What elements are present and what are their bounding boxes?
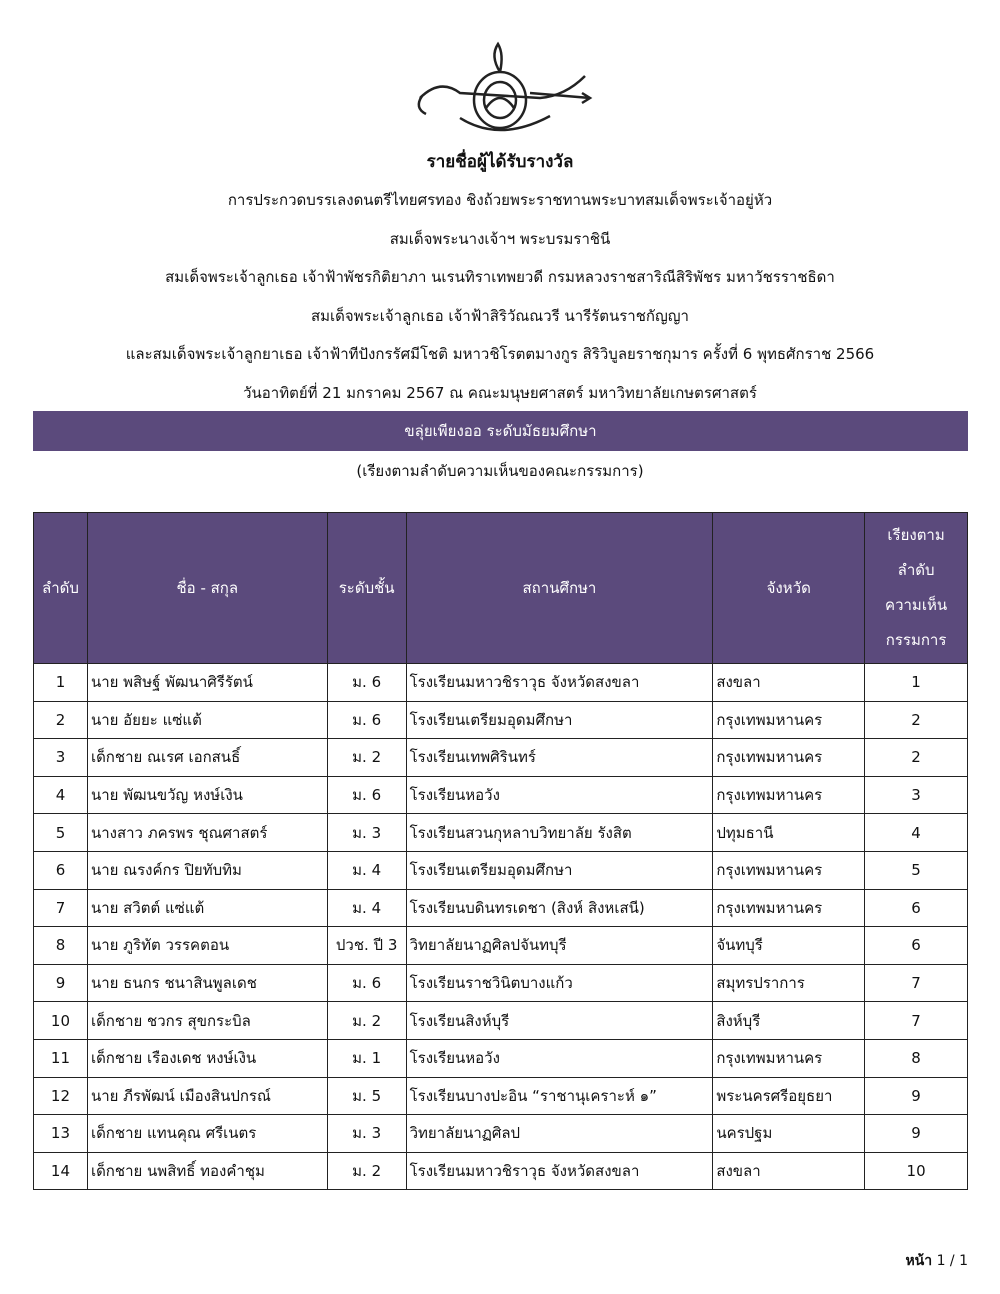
- cell-no: 8: [34, 927, 88, 965]
- cell-rank: 9: [865, 1077, 968, 1115]
- table-row: [34, 701, 968, 739]
- category-band: ขลุ่ยเพียงออ ระดับมัธยมศึกษา: [33, 411, 968, 451]
- emblem-logo: [400, 38, 600, 153]
- cell-school: โรงเรียนเตรียมอุดมศึกษา: [406, 701, 713, 739]
- page-footer: [905, 1250, 968, 1272]
- cell-province: กรุงเทพมหานคร: [713, 701, 865, 739]
- cell-province: จันทบุรี: [713, 927, 865, 965]
- cell-no: 14: [34, 1152, 88, 1190]
- cell-level: ม. 6: [327, 964, 406, 1002]
- cell-province: สมุทรปราการ: [713, 964, 865, 1002]
- cell-rank: 5: [865, 851, 968, 889]
- cell-province: กรุงเทพมหานคร: [713, 1039, 865, 1077]
- header-line-2: สมเด็จพระนางเจ้าฯ พระบรมราชินี: [389, 230, 611, 248]
- table-row: [34, 964, 968, 1002]
- page-label: หน้า: [905, 1253, 933, 1269]
- cell-name: นาย พสิษฐ์ พัฒนาศิรีรัตน์: [87, 664, 327, 702]
- header-province: จังหวัด: [713, 513, 865, 664]
- cell-rank: 6: [865, 889, 968, 927]
- cell-rank: 4: [865, 814, 968, 852]
- cell-level: ม. 2: [327, 739, 406, 777]
- header-line-1: การประกวดบรรเลงดนตรีไทยศรทอง ชิงถ้วยพระราชทานพระบาทสมเด็จพระเจ้าอยู่หัว: [227, 191, 773, 209]
- cell-name: เด็กชาย แทนคุณ ศรีเนตร: [87, 1115, 327, 1153]
- cell-rank: 7: [865, 964, 968, 1002]
- cell-no: 7: [34, 889, 88, 927]
- header-rank-line: เรียงตาม: [887, 526, 945, 544]
- header-name: ชื่อ - สกุล: [87, 513, 327, 664]
- header-line-4: สมเด็จพระเจ้าลูกเธอ เจ้าฟ้าสิริวัณณวรี นารีรัตนราชกัญญา: [311, 307, 689, 325]
- cell-school: โรงเรียนสิงห์บุรี: [406, 1002, 713, 1040]
- document-title: รายชื่อผู้ได้รับรางวัล: [426, 152, 574, 172]
- cell-no: 10: [34, 1002, 88, 1040]
- cell-name: นางสาว ภครพร ชุณศาสตร์: [87, 814, 327, 852]
- table-row: [34, 814, 968, 852]
- header-rank-line: ลำดับ: [897, 561, 935, 579]
- cell-province: กรุงเทพมหานคร: [713, 739, 865, 777]
- header-line-5: และสมเด็จพระเจ้าลูกยาเธอ เจ้าฟ้าทีปังกรรัศมีโชติ มหาวชิโรตตมางกูร สิริวิบูลยราชกุมาร ครั้งที่ 6 พุทธศักราช 2566: [125, 345, 875, 363]
- cell-province: กรุงเทพมหานคร: [713, 776, 865, 814]
- table-row: [34, 739, 968, 777]
- cell-level: ม. 1: [327, 1039, 406, 1077]
- cell-name: นาย ณรงค์กร ปิยทับทิม: [87, 851, 327, 889]
- cell-name: นาย พัฒนขวัญ หงษ์เงิน: [87, 776, 327, 814]
- cell-province: ปทุมธานี: [713, 814, 865, 852]
- cell-rank: 3: [865, 776, 968, 814]
- table-row: [34, 1002, 968, 1040]
- cell-no: 4: [34, 776, 88, 814]
- table-row: [34, 851, 968, 889]
- cell-school: โรงเรียนเตรียมอุดมศึกษา: [406, 851, 713, 889]
- cell-no: 1: [34, 664, 88, 702]
- table-row: [34, 1115, 968, 1153]
- cell-name: เด็กชาย เรืองเดช หงษ์เงิน: [87, 1039, 327, 1077]
- cell-rank: 2: [865, 701, 968, 739]
- cell-rank: 9: [865, 1115, 968, 1153]
- header-rank-line: ความเห็น: [885, 596, 948, 614]
- cell-level: ม. 6: [327, 701, 406, 739]
- cell-level: ม. 4: [327, 889, 406, 927]
- cell-no: 6: [34, 851, 88, 889]
- cell-rank: 2: [865, 739, 968, 777]
- cell-level: ม. 2: [327, 1152, 406, 1190]
- cell-level: ม. 6: [327, 664, 406, 702]
- cell-rank: 1: [865, 664, 968, 702]
- cell-province: สงขลา: [713, 1152, 865, 1190]
- cell-no: 11: [34, 1039, 88, 1077]
- cell-name: นาย สวิตต์ แซ่แต้: [87, 889, 327, 927]
- cell-school: โรงเรียนหอวัง: [406, 776, 713, 814]
- cell-school: โรงเรียนบดินทรเดชา (สิงห์ สิงหเสนี): [406, 889, 713, 927]
- cell-school: โรงเรียนสวนกุหลาบวิทยาลัย รังสิต: [406, 814, 713, 852]
- cell-school: วิทยาลัยนาฏศิลป: [406, 1115, 713, 1153]
- table-row: [34, 1039, 968, 1077]
- cell-rank: 6: [865, 927, 968, 965]
- cell-province: พระนครศรีอยุธยา: [713, 1077, 865, 1115]
- table-header-row: [34, 513, 968, 664]
- cell-name: นาย อัยยะ แซ่แต้: [87, 701, 327, 739]
- cell-school: โรงเรียนมหาวชิราวุธ จังหวัดสงขลา: [406, 664, 713, 702]
- table-row: [34, 1077, 968, 1115]
- cell-rank: 10: [865, 1152, 968, 1190]
- cell-level: ม. 4: [327, 851, 406, 889]
- cell-no: 12: [34, 1077, 88, 1115]
- cell-name: นาย ภูริทัต วรรคตอน: [87, 927, 327, 965]
- cell-school: โรงเรียนเทพศิรินทร์: [406, 739, 713, 777]
- cell-province: นครปฐม: [713, 1115, 865, 1153]
- header-no: ลำดับ: [34, 513, 88, 664]
- ordering-note: (เรียงตามลำดับความเห็นของคณะกรรมการ): [356, 462, 644, 480]
- cell-province: กรุงเทพมหานคร: [713, 889, 865, 927]
- cell-no: 3: [34, 739, 88, 777]
- cell-rank: 8: [865, 1039, 968, 1077]
- cell-school: โรงเรียนมหาวชิราวุธ จังหวัดสงขลา: [406, 1152, 713, 1190]
- cell-name: เด็กชาย ชวกร สุขกระบิล: [87, 1002, 327, 1040]
- cell-school: โรงเรียนราชวินิตบางแก้ว: [406, 964, 713, 1002]
- header-line-6: วันอาทิตย์ที่ 21 มกราคม 2567 ณ คณะมนุษยศาสตร์ มหาวิทยาลัยเกษตรศาสตร์: [243, 384, 757, 402]
- cell-province: สงขลา: [713, 664, 865, 702]
- page-number: 1 / 1: [936, 1253, 968, 1269]
- header-line-3: สมเด็จพระเจ้าลูกเธอ เจ้าฟ้าพัชรกิติยาภา นเรนทิราเทพยวดี กรมหลวงราชสาริณีสิริพัชร มหาวัชรราชธิดา: [165, 268, 835, 286]
- cell-level: ม. 6: [327, 776, 406, 814]
- header-level: ระดับชั้น: [327, 513, 406, 664]
- cell-level: ม. 3: [327, 1115, 406, 1153]
- cell-name: นาย ธนกร ชนาสินพูลเดช: [87, 964, 327, 1002]
- cell-school: โรงเรียนหอวัง: [406, 1039, 713, 1077]
- cell-name: นาย ภีรพัฒน์ เมืองสินปกรณ์: [87, 1077, 327, 1115]
- cell-no: 5: [34, 814, 88, 852]
- table-row: [34, 927, 968, 965]
- header-school: สถานศึกษา: [406, 513, 713, 664]
- cell-province: สิงห์บุรี: [713, 1002, 865, 1040]
- header-rank: [865, 513, 968, 664]
- cell-name: เด็กชาย ณเรศ เอกสนธิ์: [87, 739, 327, 777]
- header-rank-line: กรรมการ: [885, 631, 947, 649]
- results-table: [33, 512, 968, 1190]
- cell-school: วิทยาลัยนาฏศิลปจันทบุรี: [406, 927, 713, 965]
- cell-province: กรุงเทพมหานคร: [713, 851, 865, 889]
- cell-school: โรงเรียนบางปะอิน “ราชานุเคราะห์ ๑”: [406, 1077, 713, 1115]
- table-row: [34, 889, 968, 927]
- table-row: [34, 1152, 968, 1190]
- cell-no: 9: [34, 964, 88, 1002]
- cell-no: 13: [34, 1115, 88, 1153]
- table-row: [34, 664, 968, 702]
- cell-rank: 7: [865, 1002, 968, 1040]
- table-row: [34, 776, 968, 814]
- cell-no: 2: [34, 701, 88, 739]
- cell-level: ม. 2: [327, 1002, 406, 1040]
- cell-level: ปวช. ปี 3: [327, 927, 406, 965]
- cell-name: เด็กชาย นพสิทธิ์ ทองคำชุม: [87, 1152, 327, 1190]
- cell-level: ม. 5: [327, 1077, 406, 1115]
- cell-level: ม. 3: [327, 814, 406, 852]
